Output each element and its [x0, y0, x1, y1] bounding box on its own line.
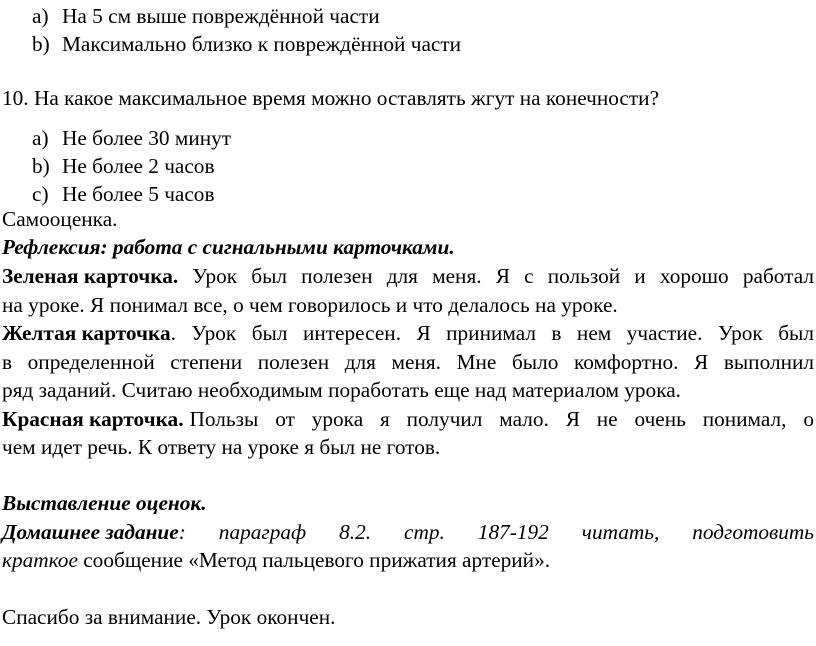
self-assessment-heading: Самооценка.	[2, 207, 118, 231]
option-letter: a)	[32, 4, 49, 28]
grading-heading: Выставление оценок.	[2, 491, 207, 515]
yellow-card-line-2: в определенной степени полезен для меня. Мне было комфортно. Я выполнил	[2, 350, 814, 374]
red-card-line-1	[2, 405, 814, 433]
option-letter: c)	[32, 182, 49, 206]
red-card-line-2: чем идет речь. К ответу на уроке я был не готов.	[2, 435, 441, 459]
green-card-label: Зеленая карточка.	[2, 264, 179, 288]
homework-brief: краткое	[2, 548, 78, 572]
question-10-text: 10. На какое максимальное время можно оставлять жгут на конечности?	[2, 86, 660, 110]
option-text: Не более 5 часов	[62, 182, 215, 206]
green-card-line-2: на уроке. Я понимал все, о чем говорилось и что делалось на уроке.	[2, 293, 618, 317]
yellow-card-line-1	[2, 319, 814, 347]
closing-text: Спасибо за внимание. Урок окончен.	[2, 605, 336, 629]
option-text: На 5 см выше повреждённой части	[62, 4, 380, 28]
option-letter: a)	[32, 126, 49, 150]
yellow-card-line-3: ряд заданий. Считаю необходимым поработать еще над материалом урока.	[2, 378, 681, 402]
yellow-card-label: Желтая карточка	[2, 321, 171, 345]
homework-label: Домашнее задание	[2, 520, 179, 544]
option-letter: b)	[32, 154, 50, 178]
homework-message: сообщение «Метод пальцевого прижатия артерий».	[77, 548, 551, 572]
red-card-label: Красная карточка.	[2, 407, 184, 431]
option-text: Максимально близко к повреждённой части	[62, 32, 462, 56]
option-text: Не более 2 часов	[62, 154, 215, 178]
green-card-line-1	[2, 262, 814, 290]
homework-line-2	[2, 546, 550, 574]
reflection-heading: Рефлексия: работа с сигнальными карточками.	[2, 235, 455, 259]
option-text: Не более 30 минут	[62, 126, 232, 150]
green-card-text: Урок был полезен для меня. Я с пользой и хорошо работал	[192, 264, 814, 288]
red-card-text: Пользы от урока я получил мало. Я не очень понимал, о	[189, 407, 814, 431]
homework-assignment: : параграф 8.2. стр. 187-192 читать, подготовить	[178, 520, 814, 544]
homework-line-1	[2, 518, 814, 546]
option-letter: b)	[32, 32, 50, 56]
yellow-card-text: . Урок был интересен. Я принимал в нем участие. Урок был	[170, 321, 814, 345]
